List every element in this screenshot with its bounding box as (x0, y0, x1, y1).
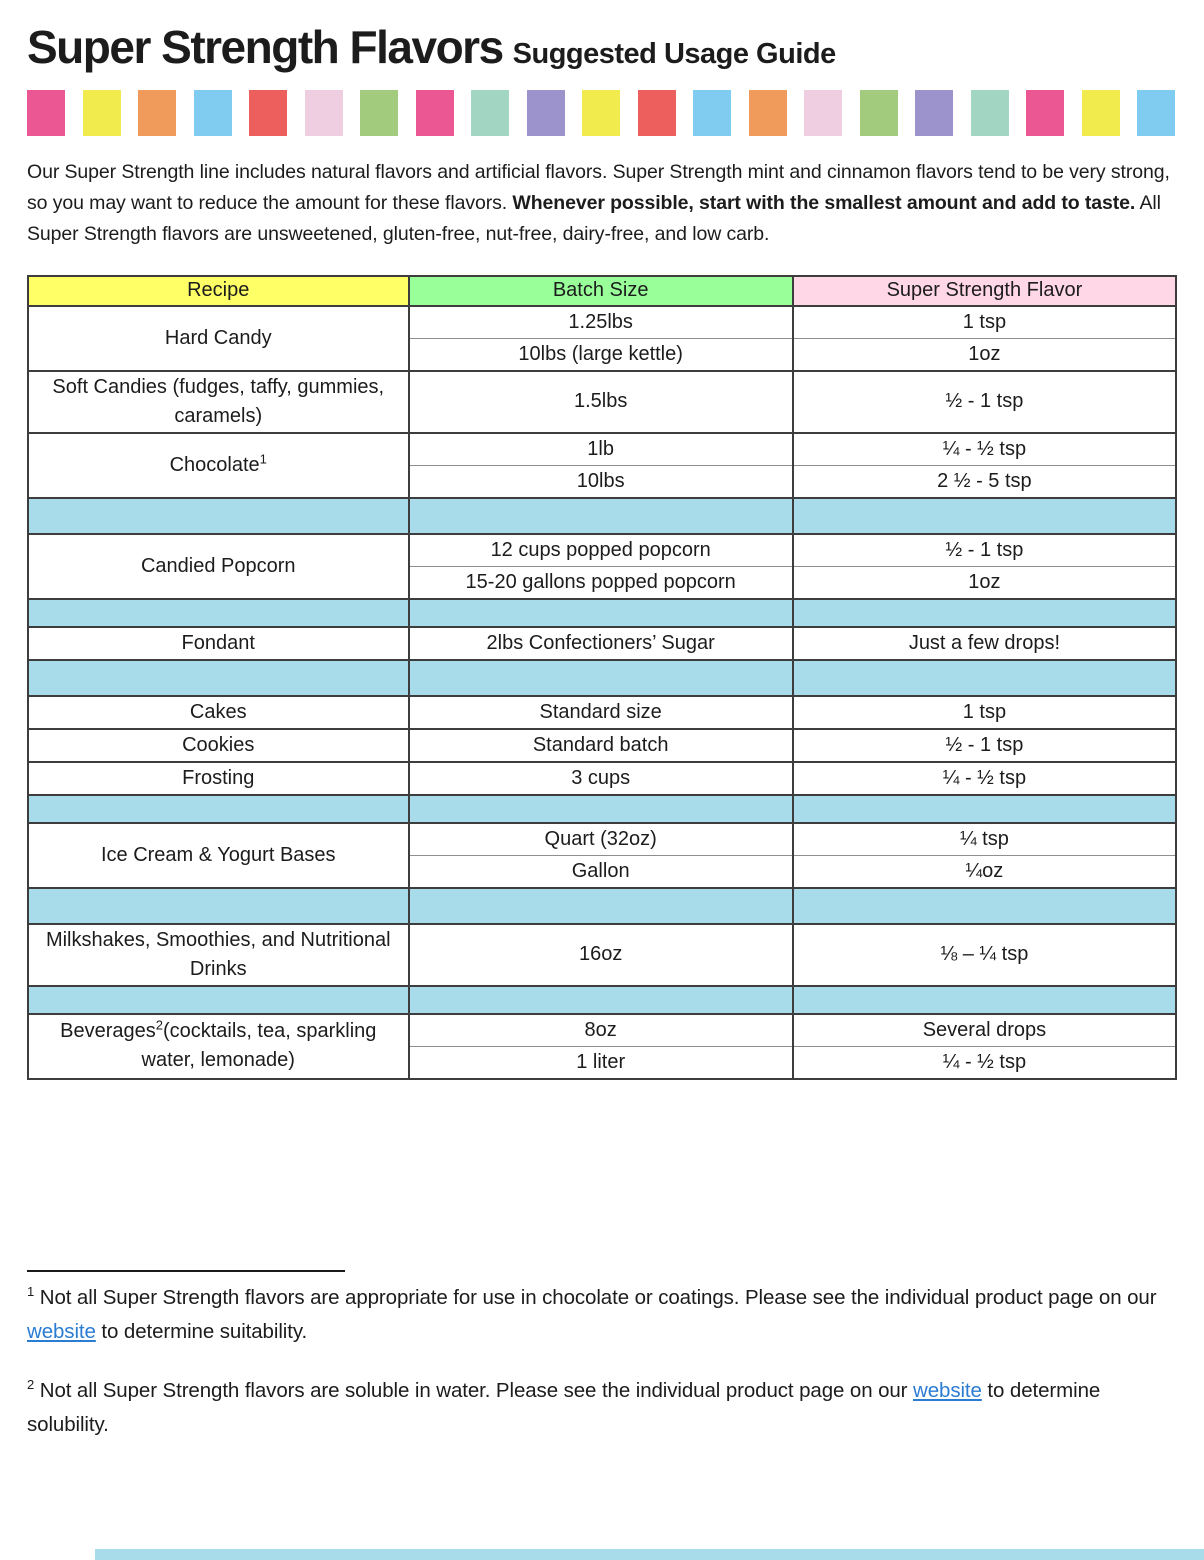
spacer-row (28, 986, 1176, 1014)
spacer-cell (409, 795, 793, 823)
color-square (1137, 90, 1175, 136)
color-square (638, 90, 676, 136)
spacer-cell (28, 599, 409, 627)
color-square (1026, 90, 1064, 136)
spacer-row (28, 795, 1176, 823)
header-batch-size: Batch Size (409, 276, 793, 306)
intro-paragraph (27, 157, 1179, 250)
table-row (28, 1014, 1176, 1047)
color-square (915, 90, 953, 136)
flavor-cell: 1 tsp (793, 306, 1176, 339)
recipe-label-rest: (cocktails, tea, sparkling water, lemonade) (141, 1020, 377, 1072)
footnote-text: Not all Super Strength flavors are soluble in water. Please see the individual product page on our (34, 1378, 914, 1402)
recipe-cell (28, 762, 409, 795)
spacer-cell (409, 498, 793, 534)
flavor-cell: 1 tsp (793, 696, 1176, 729)
color-square (860, 90, 898, 136)
usage-guide-table (27, 275, 1177, 1080)
batch-cell: 1.5lbs (409, 371, 793, 433)
recipe-label: Soft Candies (fudges, taffy, gummies, caramels) (52, 375, 385, 427)
color-square (249, 90, 287, 136)
footnote-separator (27, 1270, 345, 1272)
document-page (0, 22, 1204, 1442)
next-page-table-edge (95, 1549, 1204, 1560)
recipe-cell (28, 433, 409, 498)
header-flavor: Super Strength Flavor (793, 276, 1176, 306)
header-recipe: Recipe (28, 276, 409, 306)
recipe-label: Cakes (189, 700, 247, 723)
flavor-cell: ⅛ – ¼ tsp (793, 924, 1176, 986)
flavor-cell: ¼oz (793, 855, 1176, 888)
spacer-row (28, 888, 1176, 924)
recipe-superscript: 2 (155, 1017, 163, 1033)
spacer-cell (409, 888, 793, 924)
color-square (138, 90, 176, 136)
batch-cell: 1 liter (409, 1046, 793, 1079)
flavor-cell: ½ - 1 tsp (793, 371, 1176, 433)
spacer-cell (409, 599, 793, 627)
page-title (27, 22, 1177, 73)
intro-text-1: Our Super Strength line includes natural flavors and artificial flavors. Super Strength mint and cinnamon flavors tend to be very strong, so you may want to reduce the amount for these flavors. (27, 160, 1170, 214)
batch-cell: 8oz (409, 1014, 793, 1047)
flavor-cell: ¼ tsp (793, 823, 1176, 856)
spacer-cell (793, 795, 1176, 823)
color-square (749, 90, 787, 136)
spacer-cell (409, 986, 793, 1014)
intro-text-2: All Super Strength flavors are unsweetened, gluten-free, nut-free, dairy-free, and low carb. (27, 191, 1161, 245)
batch-cell: Standard size (409, 696, 793, 729)
table-header-row (28, 276, 1176, 306)
spacer-cell (28, 888, 409, 924)
flavor-cell: 1oz (793, 566, 1176, 599)
table-row (28, 729, 1176, 762)
flavor-cell: ¼ - ½ tsp (793, 433, 1176, 466)
color-square (1082, 90, 1120, 136)
title-main: Super Strength Flavors (27, 21, 503, 73)
spacer-cell (793, 660, 1176, 696)
flavor-cell: Just a few drops! (793, 627, 1176, 660)
footnote-text: Not all Super Strength flavors are appropriate for use in chocolate or coatings. Please see the individual product page on our (34, 1285, 1157, 1309)
color-square (194, 90, 232, 136)
color-square (360, 90, 398, 136)
footnote-text: to determine suitability. (95, 1319, 308, 1343)
batch-cell: 2lbs Confectioners’ Sugar (409, 627, 793, 660)
batch-cell: 12 cups popped popcorn (409, 534, 793, 567)
color-square (527, 90, 565, 136)
color-square (416, 90, 454, 136)
spacer-cell (28, 986, 409, 1014)
color-square (27, 90, 65, 136)
footnote-number: 2 (27, 1376, 35, 1392)
flavor-cell: 2 ½ - 5 tsp (793, 465, 1176, 498)
recipe-cell (28, 696, 409, 729)
recipe-label: Fondant (181, 631, 255, 654)
batch-cell: 1lb (409, 433, 793, 466)
footnote-number: 1 (27, 1283, 35, 1299)
recipe-label: Frosting (182, 766, 255, 789)
recipe-cell (28, 627, 409, 660)
recipe-cell (28, 924, 409, 986)
flavor-cell: ¼ - ½ tsp (793, 762, 1176, 795)
table-row (28, 433, 1176, 466)
table-row (28, 371, 1176, 433)
spacer-row (28, 498, 1176, 534)
batch-cell: 3 cups (409, 762, 793, 795)
recipe-label: Hard Candy (164, 326, 272, 349)
footnote-1 (27, 1281, 1179, 1349)
flavor-cell: ¼ - ½ tsp (793, 1046, 1176, 1079)
footnote-text: to determine solubility. (27, 1378, 1101, 1436)
color-squares-band (27, 90, 1175, 136)
recipe-label: Milkshakes, Smoothies, and Nutritional Drinks (45, 928, 391, 980)
website-link[interactable]: website (27, 1319, 96, 1343)
footnote-2 (27, 1374, 1179, 1442)
recipe-label: Cookies (182, 733, 255, 756)
recipe-cell (28, 1014, 409, 1079)
flavor-cell: 1oz (793, 338, 1176, 371)
recipe-cell (28, 534, 409, 599)
color-square (582, 90, 620, 136)
batch-cell: 10lbs (large kettle) (409, 338, 793, 371)
table-row (28, 696, 1176, 729)
intro-text-bold: Whenever possible, start with the smallest amount and add to taste. (512, 191, 1136, 214)
color-square (305, 90, 343, 136)
flavor-cell: Several drops (793, 1014, 1176, 1047)
table-row (28, 823, 1176, 856)
batch-cell: Gallon (409, 855, 793, 888)
batch-cell: Quart (32oz) (409, 823, 793, 856)
batch-cell: Standard batch (409, 729, 793, 762)
spacer-cell (793, 498, 1176, 534)
title-subtitle: Suggested Usage Guide (512, 38, 836, 70)
spacer-cell (28, 660, 409, 696)
color-square (83, 90, 121, 136)
batch-cell: 15-20 gallons popped popcorn (409, 566, 793, 599)
recipe-cell (28, 823, 409, 888)
table-row (28, 924, 1176, 986)
recipe-label: Candied Popcorn (140, 554, 296, 577)
spacer-row (28, 660, 1176, 696)
recipe-cell (28, 371, 409, 433)
spacer-cell (793, 599, 1176, 627)
spacer-row (28, 599, 1176, 627)
table-row (28, 534, 1176, 567)
spacer-cell (793, 986, 1176, 1014)
spacer-cell (28, 498, 409, 534)
spacer-cell (409, 660, 793, 696)
recipe-label: Ice Cream & Yogurt Bases (100, 843, 336, 866)
table-row (28, 627, 1176, 660)
color-square (693, 90, 731, 136)
recipe-cell (28, 306, 409, 371)
website-link[interactable]: website (913, 1378, 982, 1402)
color-square (971, 90, 1009, 136)
color-square (471, 90, 509, 136)
flavor-cell: ½ - 1 tsp (793, 729, 1176, 762)
flavor-cell: ½ - 1 tsp (793, 534, 1176, 567)
batch-cell: 16oz (409, 924, 793, 986)
batch-cell: 10lbs (409, 465, 793, 498)
recipe-label: Beverages (60, 1020, 156, 1043)
recipe-label: Chocolate (169, 453, 260, 476)
spacer-cell (28, 795, 409, 823)
recipe-superscript: 1 (259, 450, 267, 466)
table-row (28, 762, 1176, 795)
color-square (804, 90, 842, 136)
spacer-cell (793, 888, 1176, 924)
batch-cell: 1.25lbs (409, 306, 793, 339)
recipe-cell (28, 729, 409, 762)
table-row (28, 306, 1176, 339)
